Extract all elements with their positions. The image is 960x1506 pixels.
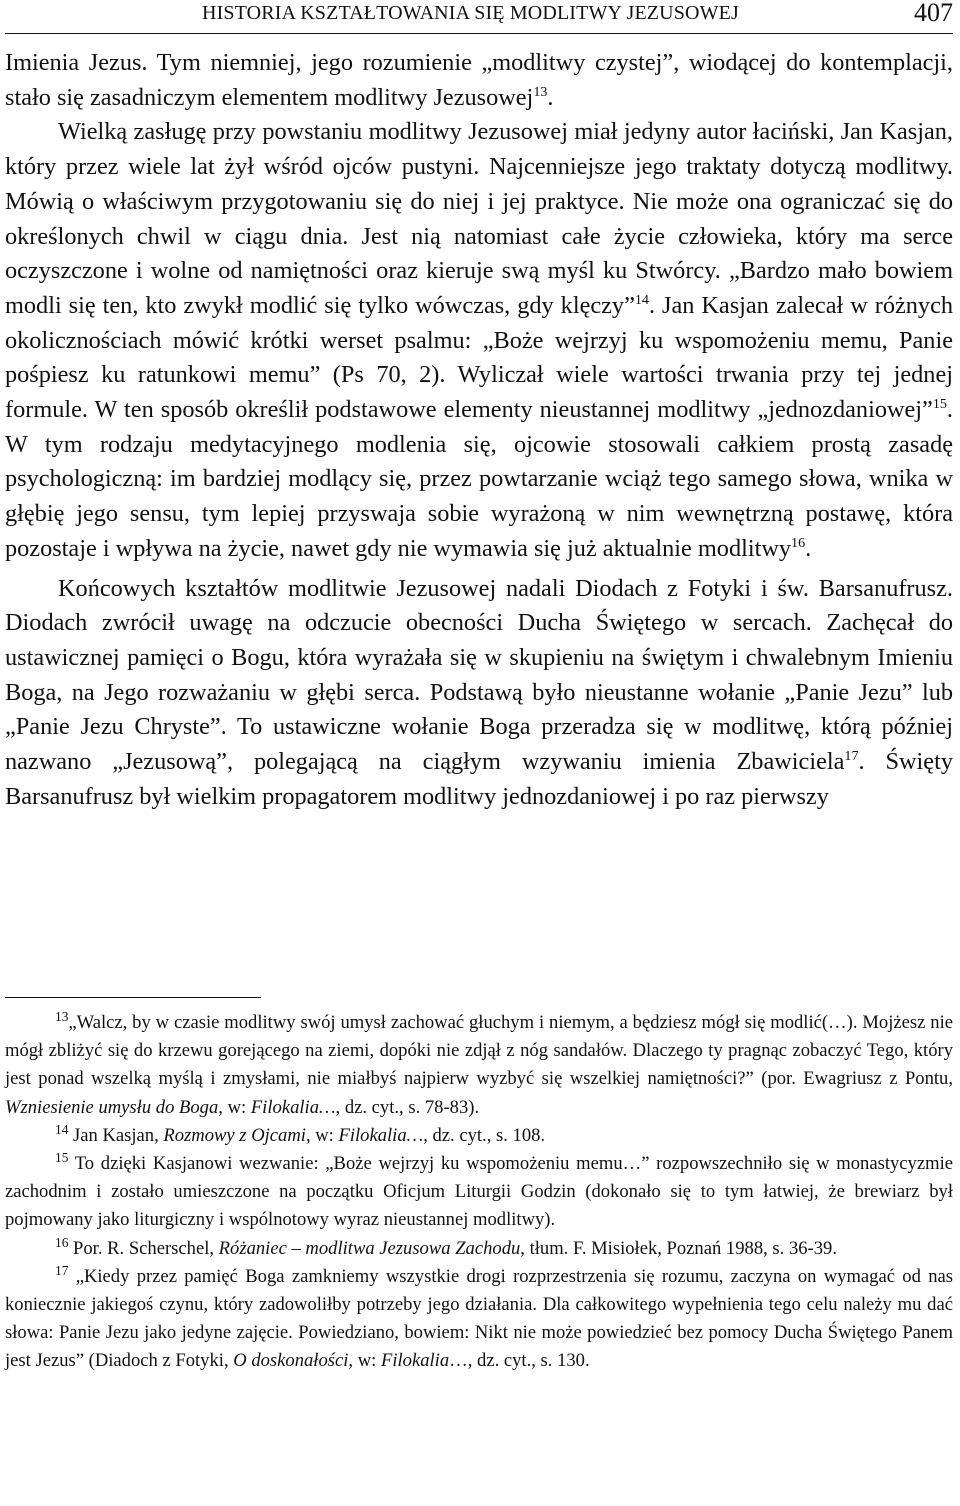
text-run: …, dz. cyt., s. 130.	[449, 1350, 590, 1372]
text-run: , w:	[305, 1124, 339, 1146]
text-run: , w:	[218, 1096, 251, 1118]
footnotes	[5, 1009, 953, 1376]
text-run: Końcowych kształtów modlitwie Jezusowej nadali Diodach z Fotyki i św. Barsanufrusz. Diodach zwrócił uwagę na odczucie obecności Ducha Świętego w sercach. Zachęcał do ustawicznej pamięci o Bogu, która wyrażała się w skupieniu na świętym i chwalebnym Imieniu Boga, na Jego rozważaniu w głębi serca. Podstawą było nieustanne wołanie „Panie Jezu” lub „Panie Jezu Chryste”. To ustawiczne wołanie Boga przeradza się w modlitwę, którą później nazwano „Jezusową”, polegającą na ciągłym wzywaniu imienia Zbawiciela	[5, 574, 953, 776]
text-run: Jan Kasjan,	[68, 1124, 164, 1146]
italic-title: Filokalia…	[338, 1124, 424, 1146]
footnote-13	[5, 1009, 953, 1122]
text-run: , tłum. F. Misiołek, Poznań 1988, s. 36-39.	[520, 1237, 837, 1259]
running-header	[5, 0, 953, 40]
page-number: 407	[914, 0, 953, 27]
header-rule	[5, 33, 953, 34]
footnote-number: 13	[55, 1008, 69, 1024]
footnote-14	[5, 1122, 953, 1150]
italic-title: Filokalia…	[250, 1096, 336, 1118]
text-run: . Święty Barsanufrusz był wielkim propagatorem modlitwy jednozdaniowej i po raz pierwszy	[5, 748, 953, 810]
text-run: Por. R. Scherschel,	[68, 1237, 219, 1259]
paragraph-3	[5, 572, 953, 815]
footnote-15	[5, 1150, 953, 1235]
text-run: .	[547, 83, 554, 111]
paragraph-2	[5, 115, 953, 566]
footnote-number: 17	[55, 1262, 69, 1278]
text-run: Wielką zasługę przy powstaniu modlitwy Jezusowej miał jedyny autor łaciński, Jan Kasjan, który przez wiele lat żył wśród ojców pustyni. Najcenniejsze jego traktaty dotyczą modlitwy. Mówią o właściwym przygotowaniu się do niej i jej praktyce. Nie może ona ograniczać się do określonych chwil w ciągu dnia. Jest nią natomiast całe życie człowieka, który ma serce oczyszczone i wolne od namiętności oraz kieruje swą myśl ku Stwórcy. „Bardzo mało bowiem modli się ten, kto zwykł modlić się tylko wówczas, gdy klęczy”	[5, 118, 953, 319]
text-run: , w:	[348, 1350, 381, 1372]
main-text	[5, 46, 953, 814]
text-run: , dz. cyt., s. 108.	[423, 1124, 546, 1146]
paragraph-1	[5, 46, 953, 115]
italic-title: Rozmowy z Ojcami	[163, 1124, 306, 1146]
text-run: , dz. cyt., s. 78-83).	[335, 1096, 480, 1118]
footnote-number: 16	[55, 1234, 69, 1250]
italic-title: O doskonałości	[233, 1350, 349, 1372]
text-run: To dzięki Kasjanowi wezwanie: „Boże wejrzyj ku wspomożeniu memu…” rozpowszechniło się w monastycyzmie zachodnim i zostało umieszczone na początku Oficjum Liturgii Godzin (dokonało się to tym łatwiej, że brewiarz był pojmowany jako liturgiczny i wspólnotowy wyraz nieustannej modlitwy).	[5, 1153, 953, 1231]
footnote-ref-13[interactable]: 13	[533, 83, 548, 100]
footnote-17	[5, 1263, 953, 1376]
text-run: „Walcz, by w czasie modlitwy swój umysł zachować głuchym i niemym, a będziesz mógł się modlić(…). Mojżesz nie mógł zbliżyć się do krzewu gorejącego na ziemi, dopóki nie zdjął z nóg sandałów. Dlaczego ty pragnąc zobaczyć Tego, który jest ponad wszelką myślą i zmysłami, nie miałbyś najpierw wyzbyć się wszelkiej namiętności?” (por. Ewagriusz z Pontu,	[5, 1012, 953, 1090]
footnote-ref-15[interactable]: 15	[932, 395, 947, 412]
italic-title: Różaniec – modlitwa Jezusowa Zachodu	[218, 1237, 521, 1259]
italic-title: Wzniesienie umysłu do Boga	[5, 1096, 219, 1118]
footnote-ref-17[interactable]: 17	[844, 747, 859, 764]
text-run: Imienia Jezus. Tym niemniej, jego rozumienie „modlitwy czystej”, wiodącej do kontemplacji, stało się zasadniczym elementem modlitwy Jezusowej	[5, 49, 953, 111]
footnote-16	[5, 1235, 953, 1263]
text-run: . Jan Kasjan zalecał w różnych okolicznościach mówić krótki werset psalmu: „Boże wejrzyj ku wspomożeniu memu, Panie pośpiesz ku ratunkowi memu” (Ps 70, 2). Wyliczał wiele wartości trwania przy tej jednej formule. W ten sposób określił podstawowe elementy nieustannej modlitwy „jednozdaniowej”	[5, 291, 953, 424]
footnote-number: 14	[55, 1121, 69, 1137]
text-run: . W tym rodzaju medytacyjnego modlenia się, ojcowie stosowali całkiem prostą zasadę psychologiczną: im bardziej modlący się, przez powtarzanie wciąż tego samego słowa, wnika w głębię jego sensu, tym lepiej przyswaja sobie wyrażoną w nim wewnętrzną postawę, która pozostaje i wpływa na życie, nawet gdy nie wymawia się już aktualnie modlitwy	[5, 396, 953, 562]
footnote-number: 15	[55, 1149, 69, 1165]
footnote-ref-16[interactable]: 16	[791, 534, 806, 551]
italic-title: Filokalia	[380, 1350, 450, 1372]
text-run: „Kiedy przez pamięć Boga zamkniemy wszystkie drogi rozprzestrzenia się rozumu, zaczyna on wymagać od nas koniecznie jakiegoś czynu, który zadowoliłby potrzeby jego działania. Dla całkowitego wypełnienia tego celu należy mu dać słowa: Panie Jezu jako jedyne zajęcie. Powiedziano, bowiem: Nikt nie może powiedzieć bez pomocy Ducha Świętego Panem jest Jezus” (Diadoch z Fotyki,	[5, 1265, 953, 1372]
footnote-ref-14[interactable]: 14	[634, 291, 649, 308]
running-title: HISTORIA KSZTAŁTOWANIA SIĘ MODLITWY JEZUSOWEJ	[202, 2, 739, 24]
text-run: .	[805, 534, 812, 562]
footnote-separator	[5, 997, 261, 998]
